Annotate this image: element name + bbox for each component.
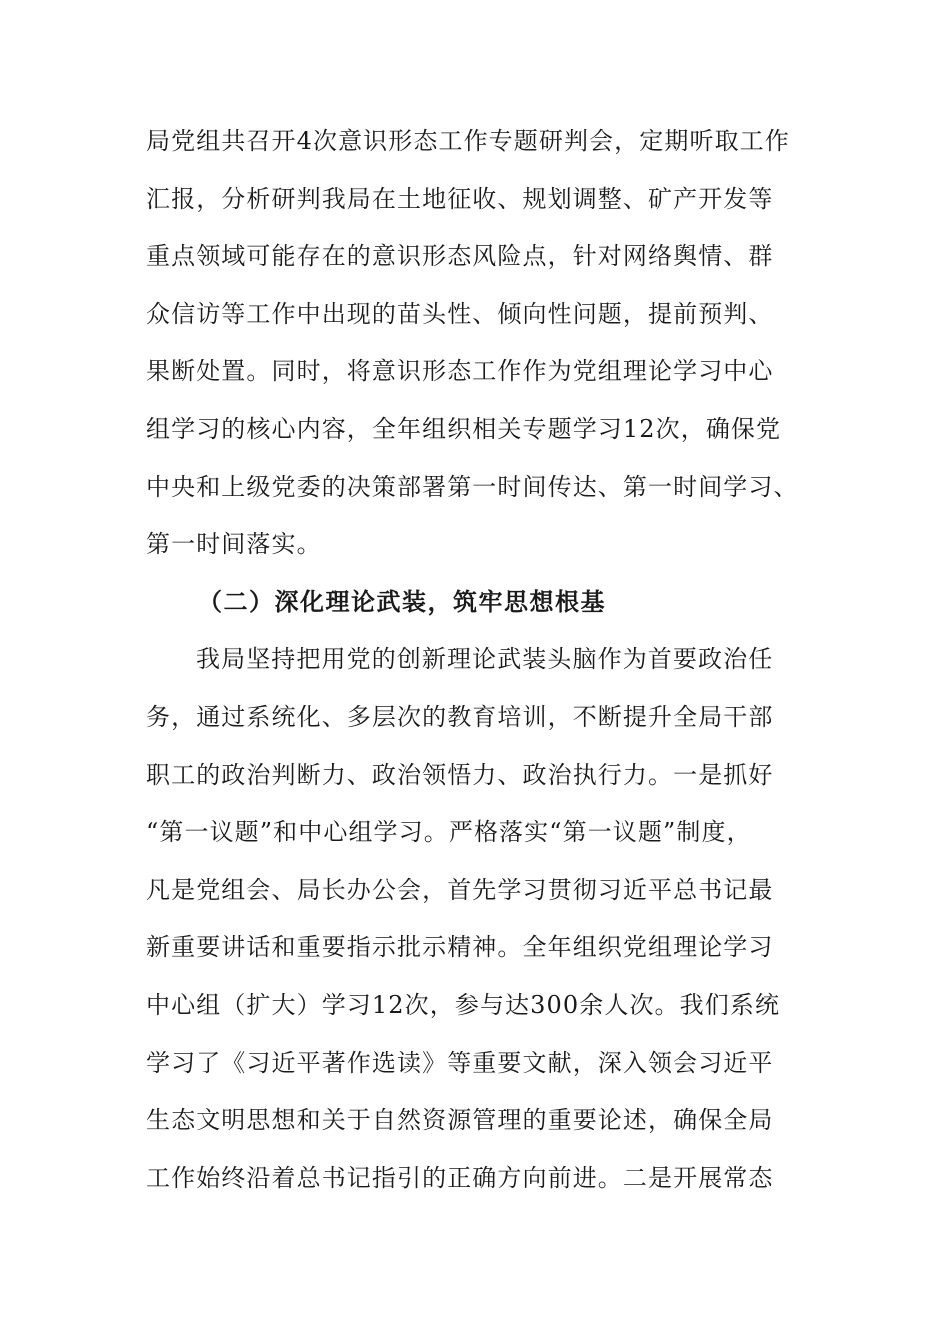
text-line: 第一时间落实。	[146, 530, 322, 559]
text-line: 务，通过系统化、多层次的教育培训，不断提升全局干部	[146, 702, 774, 731]
section-heading: （二）深化理论武装，筑牢思想根基	[198, 586, 606, 616]
document-body	[146, 118, 811, 1212]
text-line: 职工的政治判断力、政治领悟力、政治执行力。一是抓好	[146, 760, 774, 789]
text-line: 汇报，分析研判我局在土地征收、规划调整、矿产开发等	[146, 184, 774, 213]
text-line: 工作始终沿着总书记指引的正确方向前进。二是开展常态	[146, 1163, 774, 1192]
text-line: “第一议题”和中心组学习。严格落实“第一议题”制度，	[146, 818, 752, 847]
text-line: 果断处置。同时，将意识形态工作作为党组理论学习中心	[146, 357, 774, 386]
text-line: 组学习的核心内容，全年组织相关专题学习12次，确保党	[146, 414, 782, 443]
text-line: 生态文明思想和关于自然资源管理的重要论述，确保全局	[146, 1106, 774, 1135]
text-line: 我局坚持把用党的创新理论武装头脑作为首要政治任	[196, 645, 774, 674]
text-line: 中心组（扩大）学习12次，参与达300余人次。我们系统	[146, 990, 781, 1019]
text-line: 学习了《习近平著作选读》等重要文献，深入领会习近平	[146, 1048, 774, 1077]
text-line: 众信访等工作中出现的苗头性、倾向性问题，提前预判、	[146, 299, 774, 328]
paragraph-1	[146, 118, 811, 579]
text-line: 局党组共召开4次意识形态工作专题研判会，定期听取工作	[146, 127, 790, 155]
text-line: 凡是党组会、局长办公会，首先学习贯彻习近平总书记最	[146, 875, 774, 904]
paragraph-2	[146, 636, 811, 1212]
text-line: 新重要讲话和重要指示批示精神。全年组织党组理论学习	[146, 933, 774, 962]
text-line: 中央和上级党委的决策部署第一时间传达、第一时间学习、	[146, 472, 799, 501]
text-line: 重点领域可能存在的意识形态风险点，针对网络舆情、群	[146, 242, 774, 271]
